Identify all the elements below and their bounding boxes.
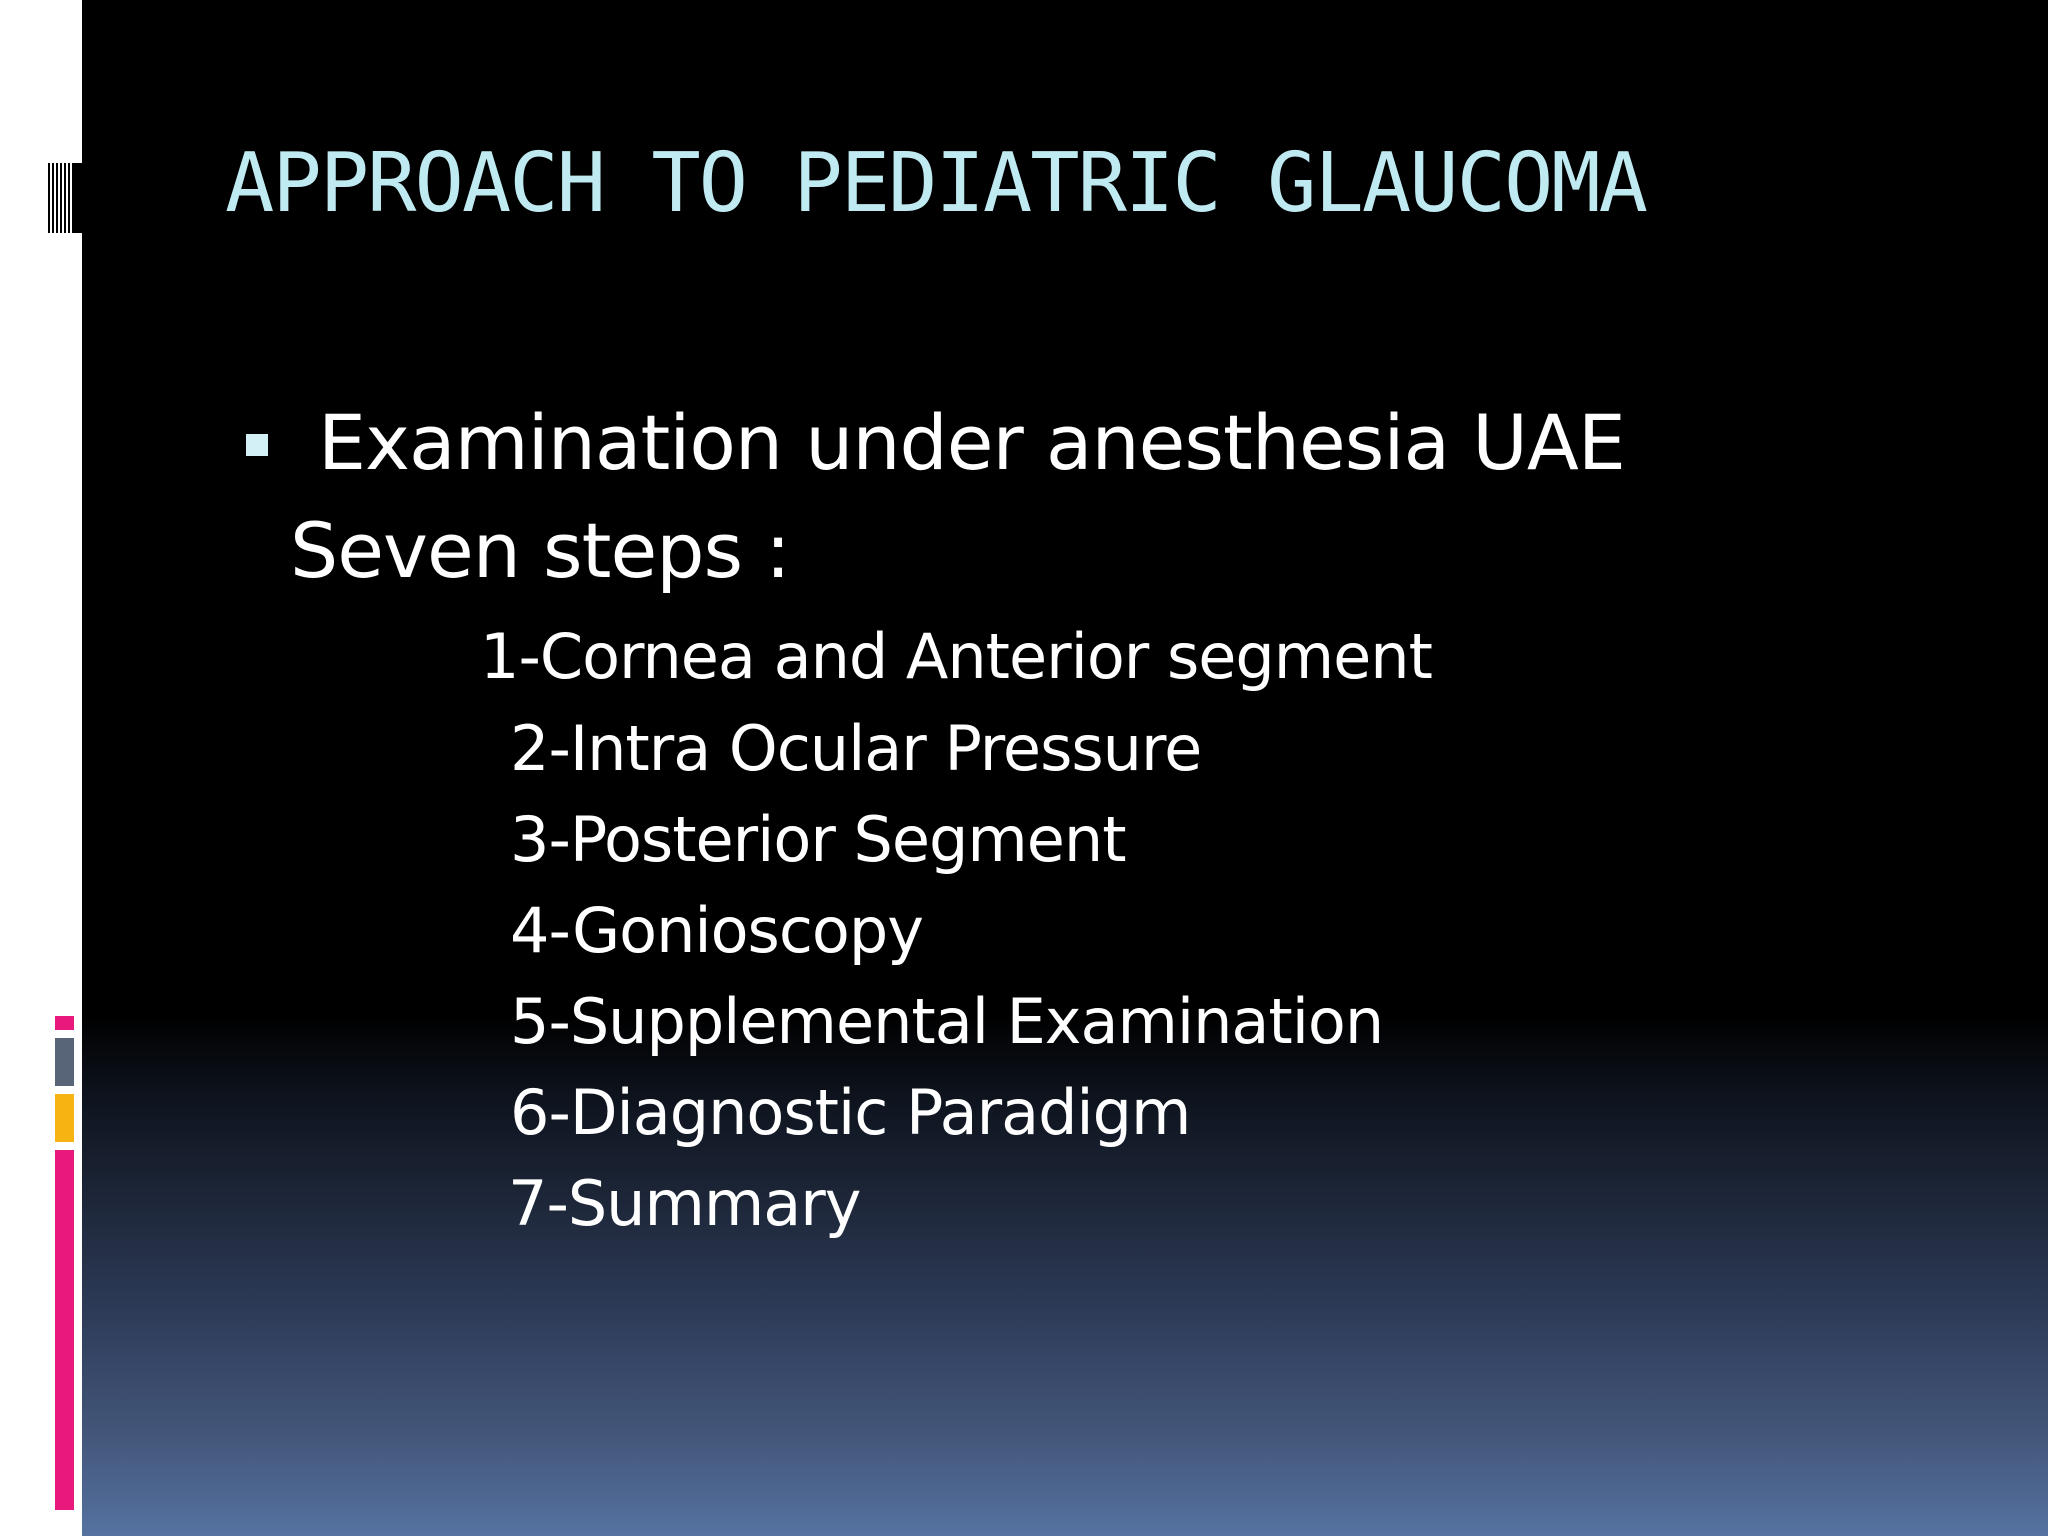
step-item: 5-Supplemental Examination	[510, 985, 1384, 1058]
bullet-text: Examination under anesthesia UAE	[318, 398, 1625, 487]
steps-heading: Seven steps :	[290, 506, 790, 595]
accent-bars-decoration	[55, 1016, 74, 1510]
slide-title: APPROACH TO PEDIATRIC GLAUCOMA	[225, 136, 1647, 231]
barcode-decoration	[48, 163, 82, 233]
left-decorative-strip	[0, 0, 82, 1536]
step-item: 3-Posterior Segment	[510, 803, 1126, 876]
step-item: 4-Gonioscopy	[510, 894, 923, 967]
step-item: 7-Summary	[508, 1167, 861, 1240]
step-item: 6-Diagnostic Paradigm	[510, 1076, 1191, 1149]
step-item: 1-Cornea and Anterior segment	[480, 620, 1432, 693]
step-item: 2-Intra Ocular Pressure	[510, 712, 1202, 785]
square-bullet-icon	[246, 434, 268, 456]
